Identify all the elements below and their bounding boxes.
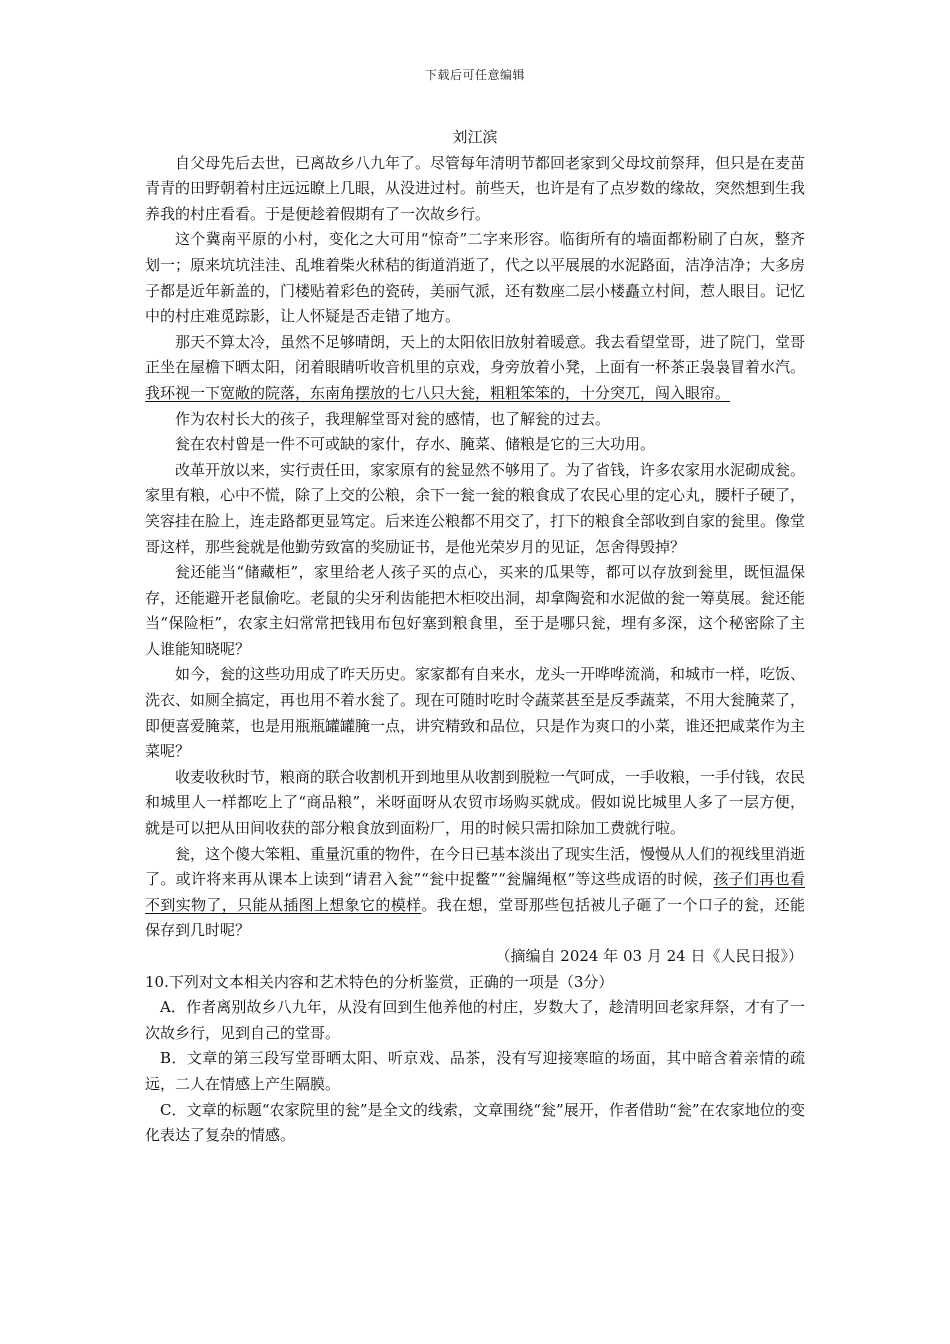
question-option-a: A．作者离别故乡八九年，从没有回到生他养他的村庄，岁数大了，趁清明回老家拜祭，才有了一次故乡行，见到自己的堂哥。 <box>145 998 805 1042</box>
article-source: （摘编自 2024 年 03 月 24 日《人民日报》） <box>495 947 803 965</box>
paragraph-9: 收麦收秋时节，粮商的联合收割机开到地里从收割到脱粒一气呵成，一手收粮，一手付钱，农民和城里人一样都吃上了“商品粮”，米呀面呀从农贸市场购买就成。假如说比城里人多了一层方便，就是可以把从田间收获的部分粮食放到面粉厂，用的时候只需扣除加工费就行啦。 <box>145 767 806 838</box>
paragraph-8: 如今，瓮的这些功用成了昨天历史。家家都有自来水，龙头一开哗哗流淌，和城市一样，吃饭、洗衣、如厕全搞定，再也用不着水瓮了。现在可随时吃时令蔬菜甚至是反季蔬菜，不用大瓮腌菜了，即便喜爱腌菜，也是用瓶瓶罐罐腌一点，讲究精致和品位，只是作为爽口的小菜，谁还把咸菜作为主菜呢？ <box>145 665 806 761</box>
paragraph-1: 自父母先后去世，已离故乡八九年了。尽管每年清明节都回老家到父母坟前祭拜，但只是在麦苗青青的田野朝着村庄远远瞭上几眼，从没进过村。前些天，也许是有了点岁数的缘故，突然想到生我养我的村庄看看。于是便趁着假期有了一次故乡行。 <box>145 153 806 223</box>
paragraph-2: 这个冀南平原的小村，变化之大可用“惊奇”二字来形容。临街所有的墙面都粉刷了白灰，整齐划一；原来坑坑洼洼、乱堆着柴火秫秸的街道消逝了，代之以平展展的水泥路面，洁净洁净；大多房子都是近年新盖的，门楼贴着彩色的瓷砖，美丽气派，还有数座二层小楼矗立村间，惹人眼目。记忆中的村庄难觅踪影，让人怀疑是否走错了地方。 <box>145 230 806 326</box>
paragraph-10-text-a: 瓮，这个傻大笨粗、重量沉重的物件，在今日已基本淡出了现实生活，慢慢从人们的视线里消逝了。或许将来再从课本上读到“请君入瓮”“瓮中捉鳖”“瓮牖绳枢”等这些成语的时候， <box>145 844 806 889</box>
paragraph-10 <box>145 842 805 944</box>
question-stem: 10.下列对文本相关内容和艺术特色的分析鉴赏，正确的一项是（3分） <box>145 972 614 991</box>
paragraph-7: 瓮还能当“储藏柜”，家里给老人孩子买的点心，买来的瓜果等，都可以存放到瓮里，既恒温保存，还能避开老鼠偷吃。老鼠的尖牙利齿能把木柜咬出洞，却拿陶瓷和水泥做的瓮一筹莫展。瓮还能当“保险柜”，农家主妇常常把钱用布包好塞到粮食里，至于是哪只瓮，埋有多深，这个秘密除了主人谁能知晓呢？ <box>145 563 806 658</box>
paragraph-10-text-b: 。我在想，堂哥那些包括被儿子砸了一个口子的瓮，还能保存到几时呢？ <box>145 895 805 940</box>
paragraph-6: 改革开放以来，实行责任田，家家原有的瓮显然不够用了。为了省钱，许多农家用水泥砌成瓮。家里有粮，心中不慌，除了上交的公粮，余下一瓮一瓮的粮食成了农民心里的定心丸，腰杆子硬了，笑容挂在脸上，连走路都更显笃定。后来连公粮都不用交了，打下的粮食全部收到自家的瓮里。像堂哥这样，那些瓮就是他勤劳致富的奖励证书，是他光荣岁月的见证，怎舍得毁掉？ <box>145 460 806 556</box>
paragraph-5: 瓮在农村曾是一件不可或缺的家什，存水、腌菜、储粮是它的三大功用。 <box>175 435 656 454</box>
paragraph-4: 作为农村长大的孩子，我理解堂哥对瓮的感情，也了解瓮的过去。 <box>175 409 611 428</box>
paragraph-3 <box>145 330 805 407</box>
question-option-c: C．文章的标题“农家院里的瓮”是全文的线索，文章围绕“瓮”展开，作者借助“瓮”在农家地位的变化表达了复杂的情感。 <box>145 1100 805 1145</box>
article-body <box>145 125 805 1149</box>
paragraph-3-underlined-sentence: 我环视一下宽敞的院落，东南角摆放的七八只大瓮，粗粗笨笨的，十分突兀，闯入眼帘。 <box>145 383 731 402</box>
question-option-b: B．文章的第三段写堂哥晒太阳、听京戏、品茶，没有写迎接寒暄的场面，其中暗含着亲情的疏远，二人在情感上产生隔膜。 <box>145 1049 805 1093</box>
article-author: 刘江滨 <box>452 128 498 146</box>
paragraph-3-text: 那天不算太冷，虽然不足够晴朗，天上的太阳依旧放射着暖意。我去看望堂哥，进了院门，堂哥正坐在屋檐下晒太阳，闭着眼睛听收音机里的京戏，身旁放着小凳，上面有一杯茶正袅袅冒着水汽。 <box>145 332 806 377</box>
paragraph-10-underlined-sentence: 孩子们再也看不到实物了，只能从插图上想象它的模样 <box>145 870 805 914</box>
header-note: 下载后可任意编辑 <box>424 68 525 82</box>
